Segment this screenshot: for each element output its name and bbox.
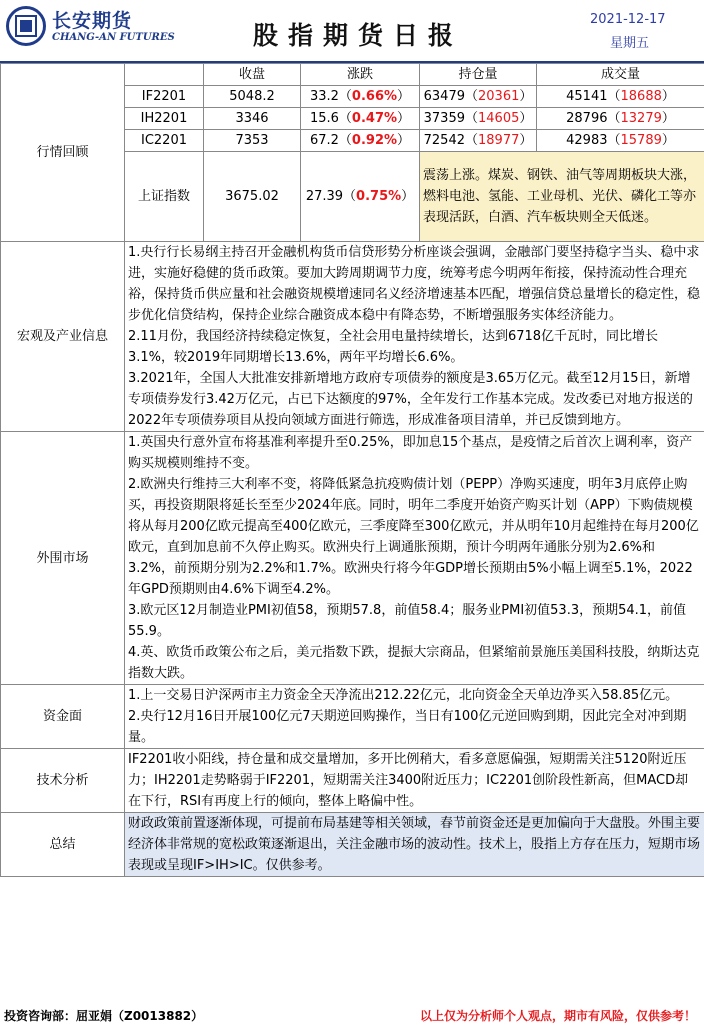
report-header — [0, 0, 704, 62]
report-table — [0, 63, 704, 877]
report-title: 股指期货日报 — [252, 21, 463, 50]
col-header-volume: 成交量 — [537, 64, 704, 86]
technical-content: IF2201收小阳线，持仓量和成交量增加，多开比例稍大，看多意愿偏强，短期需关注5120附近压力；IH2201走势略弱于IF2201，短期需关注3400附近压力；IC2201创阶段性新高，但MACD却在下行，RSI有再度上行的倾向，整体上略偏中性。 — [125, 749, 704, 813]
report-date: 2021-12-17 — [590, 12, 666, 27]
external-paragraph: 3.欧元区12月制造业PMI初值58，预期57.8，前值58.4；服务业PMI初值53.3，预期54.1，前值55.9。 — [128, 603, 687, 639]
change-cell: 15.6（0.47%） — [301, 108, 420, 130]
volume-cell: 28796（13279） — [537, 108, 704, 130]
col-header-close: 收盘 — [204, 64, 301, 86]
change-cell: 33.2（0.66%） — [301, 86, 420, 108]
report-footer — [0, 1006, 704, 1026]
macro-content — [125, 242, 704, 432]
macro-paragraph: 2.11月份，我国经济持续稳定恢复，全社会用电量持续增长，达到6718亿千瓦时，同比增长3.1%，较2019年同期增长13.6%，两年平均增长6.6%。 — [128, 329, 659, 365]
index-name: 上证指数 — [125, 152, 204, 242]
section-label-summary: 总结 — [1, 813, 125, 877]
section-label-market: 行情回顾 — [1, 64, 125, 242]
index-close: 3675.02 — [204, 152, 301, 242]
external-content — [125, 432, 704, 685]
brand-name-en: CHANG-AN FUTURES — [52, 32, 175, 43]
section-label-external: 外围市场 — [1, 432, 125, 685]
external-paragraph: 4.英、欧货币政策公布之后，美元指数下跌，提振大宗商品，但紧缩前景施压美国科技股，纳斯达克指数大跌。 — [128, 645, 700, 681]
volume-cell: 45141（18688） — [537, 86, 704, 108]
funds-paragraph: 2.央行12月16日开展100亿元7天期逆回购操作，当日有100亿元逆回购到期，因此完全对冲到期量。 — [128, 709, 687, 745]
brand-name-cn: 长安期货 — [52, 10, 133, 32]
macro-paragraph: 3.2021年，全国人大批准安排新增地方政府专项债券的额度是3.65万亿元。截至12月15日，新增专项债券发行3.42万亿元，占已下达额度的97%，全年发行工作基本完成。发改委已对地方报送的2022年专项债券项目从投向领域方面进行筛选，形成准备项目清单，并已反馈到地方。 — [128, 371, 693, 428]
funds-paragraph: 1.上一交易日沪深两市主力资金全天净流出212.22亿元，北向资金全天单边净买入58.85亿元。 — [128, 688, 679, 703]
summary-content: 财政政策前置逐渐体现，可提前布局基建等相关领域，春节前资金还是更加偏向于大盘股。外围主要经济体非常规的宽松政策逐渐退出，关注金融市场的波动性。技术上，股指上方存在压力，短期市场表现或呈现IF>IH>IC。仅供参考。 — [125, 813, 704, 877]
col-header-blank — [125, 64, 204, 86]
oi-cell: 72542（18977） — [420, 130, 537, 152]
section-label-technical: 技术分析 — [1, 749, 125, 813]
close-value: 7353 — [204, 130, 301, 152]
oi-cell: 63479（20361） — [420, 86, 537, 108]
change-cell: 67.2（0.92%） — [301, 130, 420, 152]
oi-cell: 37359（14605） — [420, 108, 537, 130]
close-value: 5048.2 — [204, 86, 301, 108]
company-logo — [6, 6, 46, 46]
report-weekday: 星期五 — [610, 36, 650, 51]
close-value: 3346 — [204, 108, 301, 130]
contract-name: IC2201 — [125, 130, 204, 152]
section-label-funds: 资金面 — [1, 685, 125, 749]
external-paragraph: 1.英国央行意外宣布将基准利率提升至0.25%，即加息15个基点，是疫情之后首次上调利率，资产购买规模则维持不变。 — [128, 435, 693, 471]
analyst-info: 投资咨询部：屈亚娟（Z0013882） — [4, 1009, 204, 1023]
macro-paragraph: 1.央行行长易纲主持召开金融机构货币信贷形势分析座谈会强调，金融部门要坚持稳字当头、稳中求进，实施好稳健的货币政策。要加大跨周期调节力度，统筹考虑今明两年衔接，保持流动性合理充裕，保持货币供应量和社会融资规模增速同名义经济增速基本匹配，增强信贷总量增长的稳定性，稳步优化信贷结构，保持企业综合融资成本稳中有降态势，不断增强服务实体经济能力。 — [128, 245, 701, 323]
index-comment: 震荡上涨。煤炭、钢铁、油气等周期板块大涨，燃料电池、氢能、工业母机、光伏、磷化工等亦表现活跃，白酒、汽车板块则全天低迷。 — [420, 152, 704, 242]
disclaimer: 以上仅为分析师个人观点，期市有风险，仅供参考！ — [419, 1009, 696, 1023]
col-header-change: 涨跌 — [301, 64, 420, 86]
contract-name: IF2201 — [125, 86, 204, 108]
contract-name: IH2201 — [125, 108, 204, 130]
external-paragraph: 2.欧洲央行维持三大利率不变，将降低紧急抗疫购债计划（PEPP）净购买速度，明年3月底停止购买，再投资期限将延长至至少2024年底。同时，明年二季度开始资产购买计划（APP）下购债规模将从每月200亿欧元提高至400亿欧元，三季度降至300亿欧元，并从明年10月起维持在每月200亿欧元，直到加息前不久停止购买。欧洲央行上调通胀预期，预计今明两年通胀分别为2.6%和3.2%，前预期分别为2.2%和1.7%。欧洲央行将今年GDP增长预期由5%小幅上调至5.1%，2022年GPD预期则由4.6%下调至4.2%。 — [128, 477, 699, 597]
volume-cell: 42983（15789） — [537, 130, 704, 152]
col-header-oi: 持仓量 — [420, 64, 537, 86]
section-label-macro: 宏观及产业信息 — [1, 242, 125, 432]
index-change: 27.39（0.75%） — [301, 152, 420, 242]
funds-content — [125, 685, 704, 749]
